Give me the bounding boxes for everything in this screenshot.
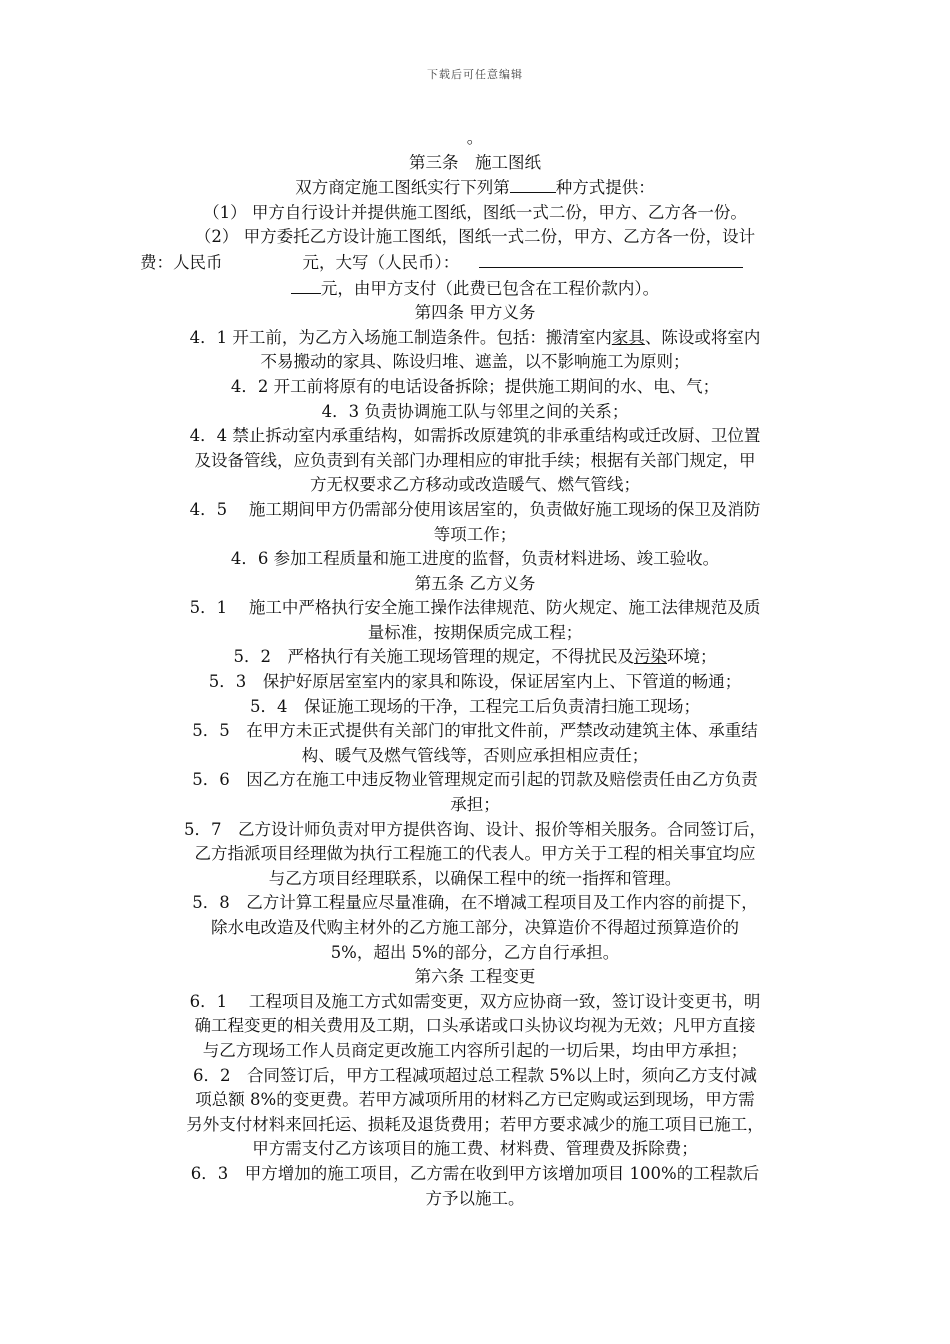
clause-4-1: 4．1 开工前，为乙方入场施工制造条件。包括：搬清室内家具、陈设或将室内: [189, 327, 761, 347]
clause-4-4: 4．4 禁止拆动室内承重结构，如需拆改原建筑的非承重结构或迁改厨、卫位置: [189, 426, 761, 446]
clause-5-4: 5．4 保证施工现场的干净，工程完工后负责清扫施工现场；: [250, 696, 700, 716]
clause-5-8-cont: 5%，超出 5%的部分，乙方自行承担。: [330, 942, 620, 962]
article-3-option-2-payer: 元，由甲方支付（此费已包含在工程价款内）。: [140, 276, 810, 302]
page-header-note: 下载后可任意编辑: [427, 68, 523, 81]
article-3-intro: 双方商定施工图纸实行下列第 种方式提供：: [140, 175, 810, 201]
clause-4-4-cont: 方无权要求乙方移动或改造暖气、燃气管线；: [310, 475, 640, 495]
clause-5-7-cont: 与乙方项目经理联系，以确保工程中的统一指挥和管理。: [268, 868, 682, 888]
article-3-title: 第三条 施工图纸: [409, 152, 541, 172]
blank-fill: [510, 175, 556, 193]
clause-6-2-cont: 甲方需支付乙方该项目的施工费、材料费、管理费及拆除费；: [252, 1139, 698, 1159]
top-mark: 。: [466, 128, 484, 147]
clause-4-3: 4．3 负责协调施工队与邻里之间的关系；: [321, 401, 629, 421]
clause-5-1: 5．1 施工中严格执行安全施工操作法律规范、防火规定、施工法律规范及质: [189, 598, 761, 618]
clause-4-6: 4．6 参加工程质量和施工进度的监督，负责材料进场、竣工验收。: [230, 549, 720, 569]
clause-5-7-cont: 乙方指派项目经理做为执行工程施工的代表人。甲方关于工程的相关事宜均应: [194, 844, 756, 864]
clause-5-5-cont: 构、暖气及燃气管线等，否则应承担相应责任；: [301, 745, 649, 765]
article-4-title: 第四条 甲方义务: [414, 303, 536, 323]
blank-fill: [479, 250, 743, 268]
article-3-option-1: （1） 甲方自行设计并提供施工图纸，图纸一式二份，甲方、乙方各一份。: [203, 202, 747, 222]
clause-5-7: 5．7 乙方设计师负责对甲方提供咨询、设计、报价等相关服务。合同签订后，: [184, 819, 766, 839]
article-3-option-2: （2） 甲方委托乙方设计施工图纸，图纸一式二份，甲方、乙方各一份，设计: [194, 227, 756, 247]
clause-5-1-cont: 量标准，按期保质完成工程；: [367, 622, 583, 642]
clause-6-2: 6．2 合同签订后，甲方工程减项超过总工程款 5%以上时，须向乙方支付减: [193, 1065, 757, 1085]
clause-4-1-cont: 不易搬动的家具、陈设归堆、遮盖，以不影响施工为原则；: [260, 352, 690, 372]
clause-5-5: 5．5 在甲方未正式提供有关部门的审批文件前，严禁改动建筑主体、承重结: [192, 721, 758, 741]
clause-6-2-cont: 另外支付材料来回托运、损耗及退货费用；若甲方要求减少的施工项目已施工，: [186, 1114, 764, 1134]
clause-4-4-cont: 及设备管线，应负责到有关部门办理相应的审批手续；根据有关部门规定，甲: [194, 450, 756, 470]
clause-5-6-cont: 承担；: [450, 795, 500, 815]
clause-5-6: 5．6 因乙方在施工中违反物业管理规定而引起的罚款及赔偿责任由乙方负责: [192, 770, 758, 790]
clause-4-5: 4．5 施工期间甲方仍需部分使用该居室的，负责做好施工现场的保卫及消防: [189, 499, 761, 519]
article-6-title: 第六条 工程变更: [414, 967, 536, 987]
clause-4-2: 4．2 开工前将原有的电话设备拆除；提供施工期间的水、电、气；: [230, 376, 720, 396]
link-furniture[interactable]: 家具: [611, 327, 645, 347]
clause-6-3-cont: 方予以施工。: [425, 1188, 525, 1208]
clause-4-5-cont: 等项工作；: [433, 524, 517, 544]
clause-5-8-cont: 除水电改造及代购主材外的乙方施工部分，决算造价不得超过预算造价的: [211, 918, 739, 937]
blank-fill: [291, 276, 321, 294]
clause-6-3: 6．3 甲方增加的施工项目，乙方需在收到甲方该增加项目 100%的工程款后: [190, 1163, 760, 1183]
clause-5-8: 5．8 乙方计算工程量应尽量准确，在不增减工程项目及工作内容的前提下，: [192, 893, 758, 913]
article-3-option-2-fee: 费：人民币 元，大写（人民币）：: [140, 250, 810, 276]
link-pollution[interactable]: 污染: [634, 647, 667, 667]
clause-6-1: 6．1 工程项目及施工方式如需变更，双方应协商一致，签订设计变更书，明: [189, 991, 761, 1011]
clause-6-2-cont: 项总额 8%的变更费。若甲方减项所用的材料乙方已定购或运到现场，甲方需: [195, 1090, 755, 1110]
clause-6-1-cont: 与乙方现场工作人员商定更改施工内容所引起的一切后果，均由甲方承担；: [202, 1040, 748, 1060]
clause-6-1-cont: 确工程变更的相关费用及工期，口头承诺或口头协议均视为无效；凡甲方直接: [194, 1016, 756, 1036]
clause-5-2: 5．2 严格执行有关施工现场管理的规定，不得扰民及污染环境；: [233, 647, 717, 667]
contract-body: [140, 126, 810, 1211]
article-5-title: 第五条 乙方义务: [414, 573, 536, 593]
clause-5-3: 5．3 保护好原居室室内的家具和陈设，保证居室内上、下管道的畅通；: [208, 672, 742, 692]
